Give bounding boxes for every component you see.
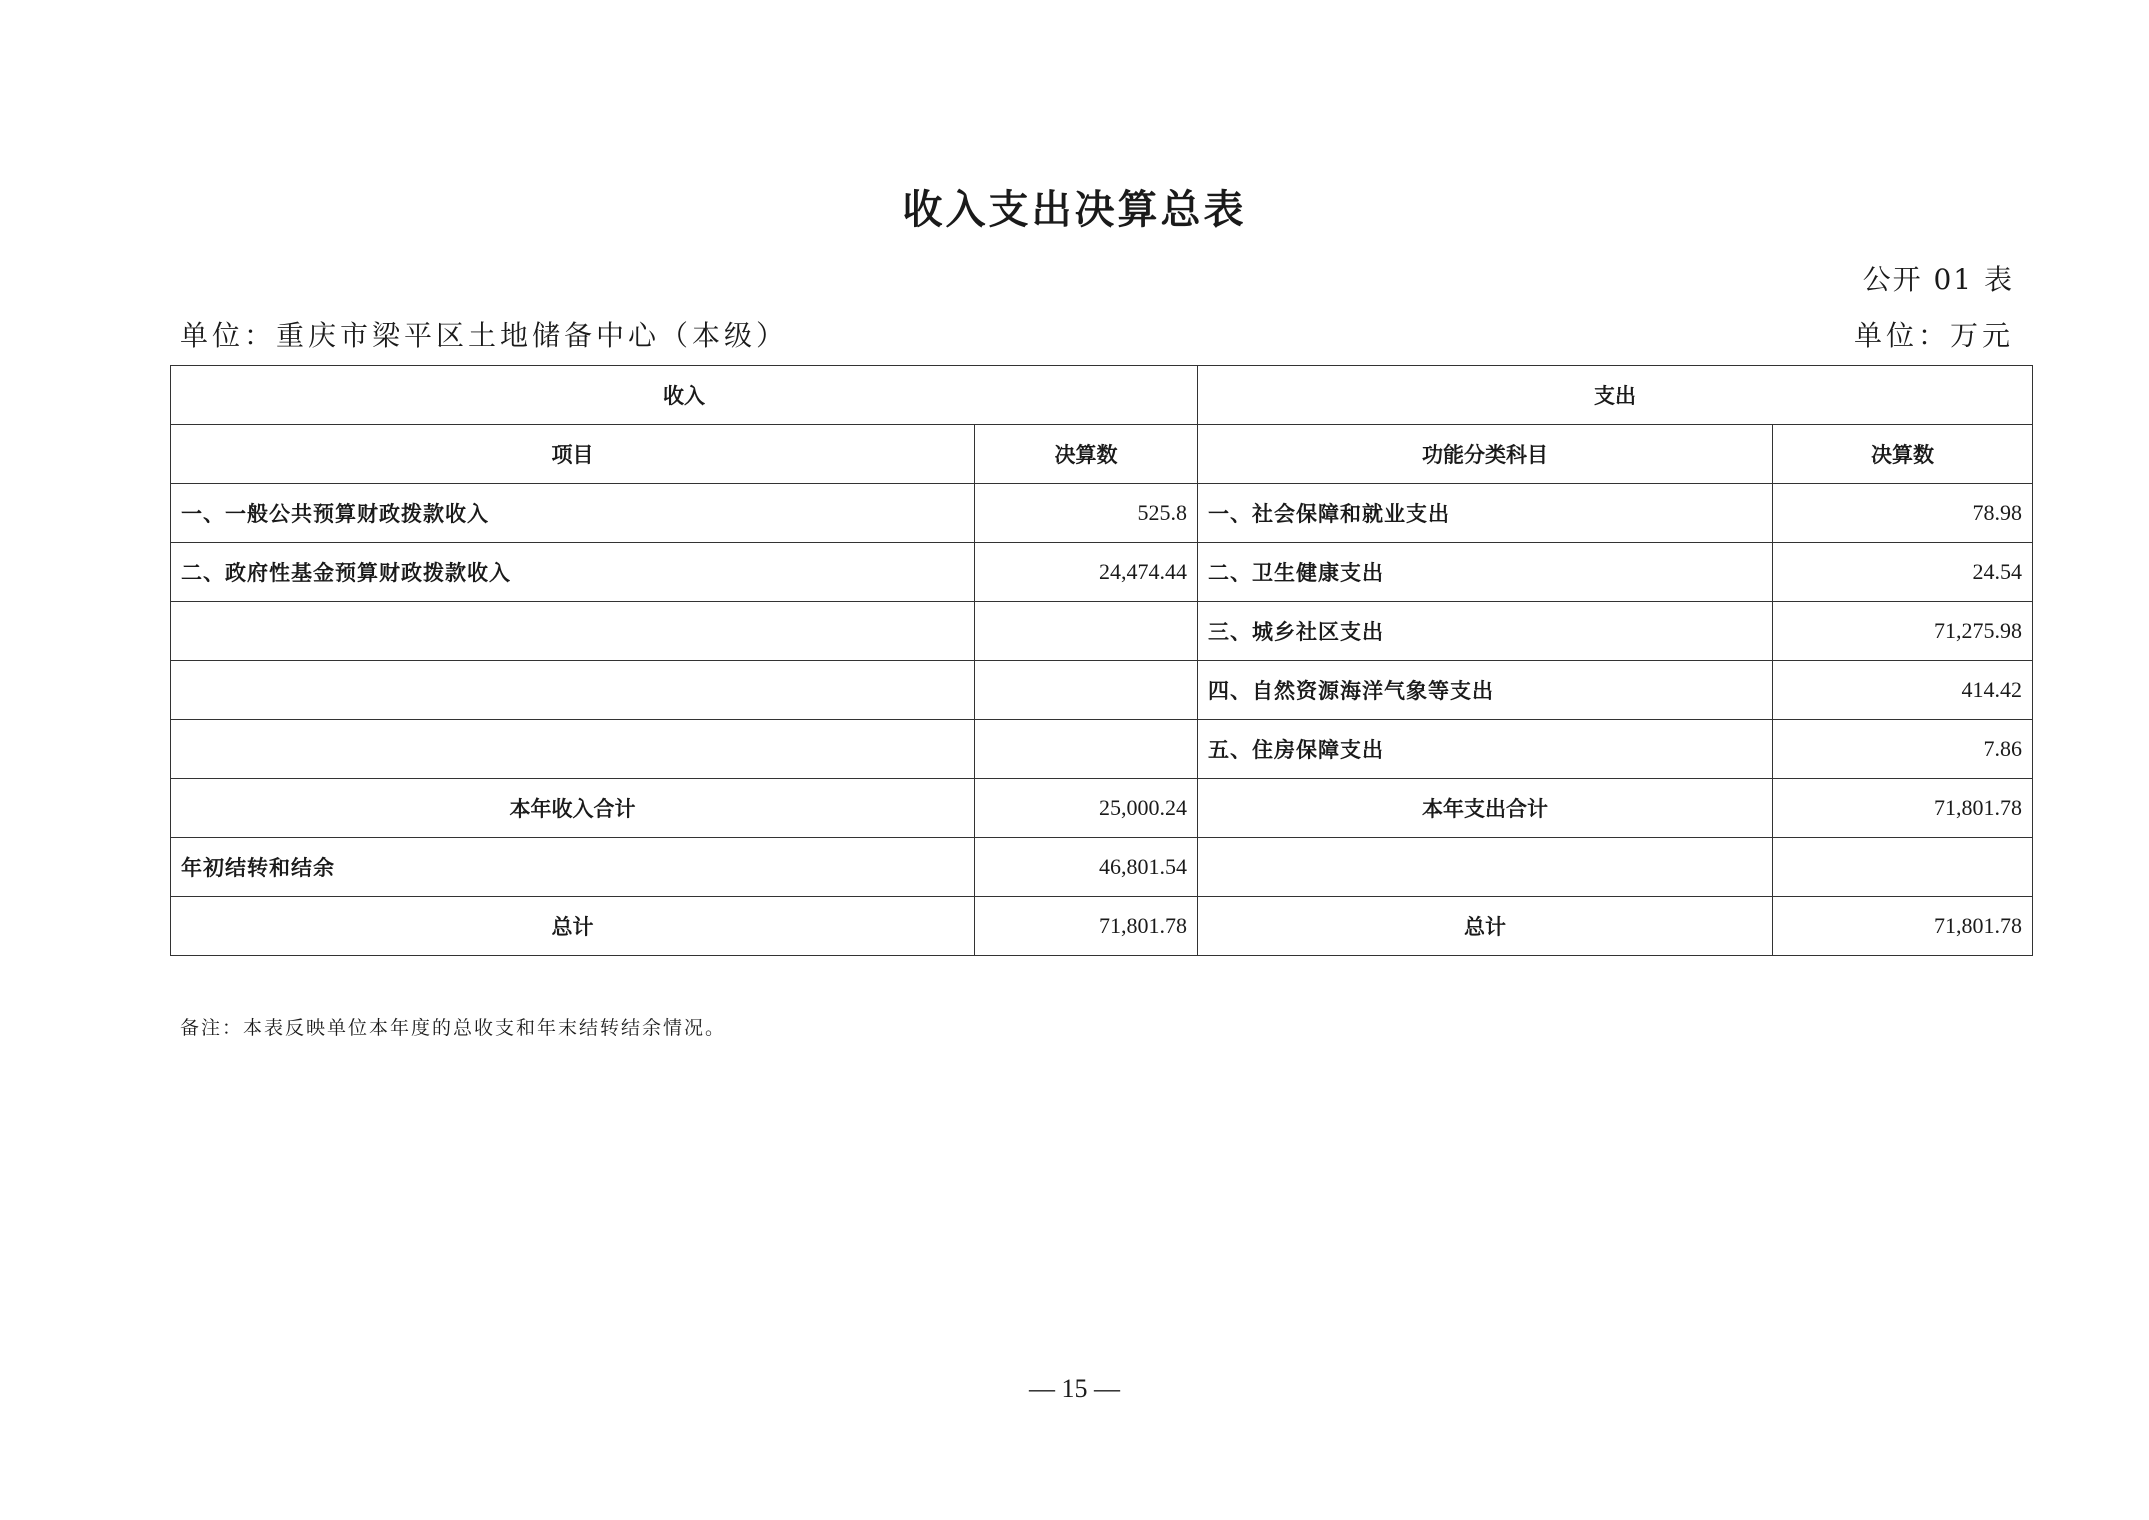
table-row xyxy=(171,661,2033,720)
table-row xyxy=(171,484,2033,543)
expense-section-header: 支出 xyxy=(1198,366,2033,425)
income-item-cell: 一、一般公共预算财政拨款收入 xyxy=(171,484,975,543)
section-header-row xyxy=(171,366,2033,425)
expense-year-total-amount: 71,801.78 xyxy=(1773,779,2033,838)
expense-item-column-header: 功能分类科目 xyxy=(1198,425,1773,484)
year-total-row xyxy=(171,779,2033,838)
income-amount-column-header: 决算数 xyxy=(975,425,1198,484)
income-item-cell xyxy=(171,602,975,661)
income-grand-total-label: 总计 xyxy=(171,897,975,956)
expense-item-cell: 三、城乡社区支出 xyxy=(1198,602,1773,661)
page-number: — 15 — xyxy=(1029,1374,1120,1403)
budget-summary-table xyxy=(170,365,2033,956)
expense-amount-cell: 24.54 xyxy=(1773,543,2033,602)
expense-item-cell: 一、社会保障和就业支出 xyxy=(1198,484,1773,543)
expense-amount-cell: 414.42 xyxy=(1773,661,2033,720)
income-item-column-header: 项目 xyxy=(171,425,975,484)
expense-amount-cell: 7.86 xyxy=(1773,720,2033,779)
currency-unit: 单位：万元 xyxy=(1853,319,2014,352)
expense-item-cell: 五、住房保障支出 xyxy=(1198,720,1773,779)
expense-item-cell: 四、自然资源海洋气象等支出 xyxy=(1198,661,1773,720)
income-amount-cell xyxy=(975,661,1198,720)
grand-total-row xyxy=(171,897,2033,956)
carryover-row xyxy=(171,838,2033,897)
carryover-expense-amount xyxy=(1773,838,2033,897)
income-amount-cell: 525.8 xyxy=(975,484,1198,543)
expense-grand-total-label: 总计 xyxy=(1198,897,1773,956)
income-item-cell: 二、政府性基金预算财政拨款收入 xyxy=(171,543,975,602)
carryover-amount: 46,801.54 xyxy=(975,838,1198,897)
expense-item-cell: 二、卫生健康支出 xyxy=(1198,543,1773,602)
table-note: 备注：本表反映单位本年度的总收支和年末结转结余情况。 xyxy=(180,1017,727,1039)
expense-grand-total-amount: 71,801.78 xyxy=(1773,897,2033,956)
carryover-expense-label xyxy=(1198,838,1773,897)
organization-unit: 单位：重庆市梁平区土地储备中心（本级） xyxy=(180,319,789,352)
column-header-row xyxy=(171,425,2033,484)
income-amount-cell xyxy=(975,720,1198,779)
income-item-cell xyxy=(171,661,975,720)
income-grand-total-amount: 71,801.78 xyxy=(975,897,1198,956)
table-row xyxy=(171,602,2033,661)
income-section-header: 收入 xyxy=(171,366,1198,425)
document-title: 收入支出决算总表 xyxy=(902,187,1247,233)
carryover-label: 年初结转和结余 xyxy=(171,838,975,897)
expense-amount-column-header: 决算数 xyxy=(1773,425,2033,484)
income-item-cell xyxy=(171,720,975,779)
expense-amount-cell: 71,275.98 xyxy=(1773,602,2033,661)
expense-year-total-label: 本年支出合计 xyxy=(1198,779,1773,838)
table-row xyxy=(171,720,2033,779)
income-year-total-amount: 25,000.24 xyxy=(975,779,1198,838)
income-year-total-label: 本年收入合计 xyxy=(171,779,975,838)
income-amount-cell: 24,474.44 xyxy=(975,543,1198,602)
table-code: 公开 01 表 xyxy=(1862,263,2014,296)
expense-amount-cell: 78.98 xyxy=(1773,484,2033,543)
table-row xyxy=(171,543,2033,602)
income-amount-cell xyxy=(975,602,1198,661)
